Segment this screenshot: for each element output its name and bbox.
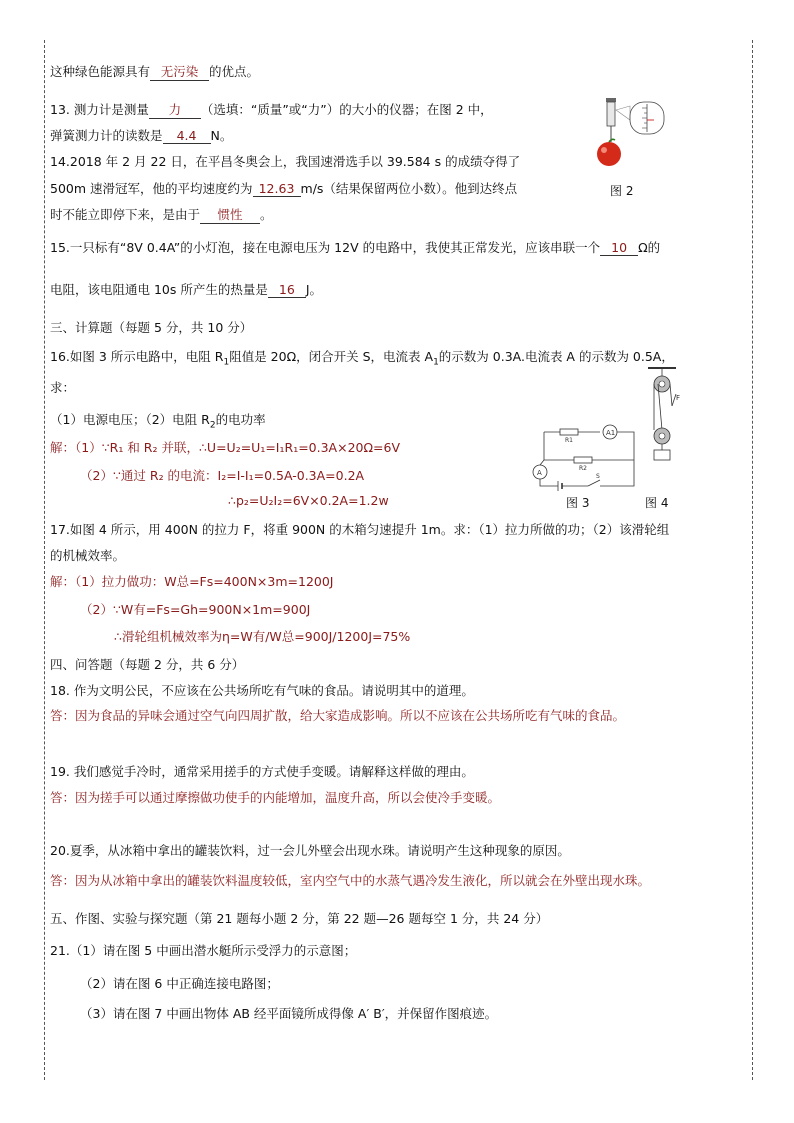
q12-answer: 无污染 xyxy=(150,62,209,81)
figure-2-caption: 图 2 xyxy=(610,184,634,198)
q13-line1 xyxy=(50,100,493,119)
q19-question: 19. 我们感觉手冷时，通常采用搓手的方式使手变暖。请解释这样做的理由。 xyxy=(50,764,474,779)
q15-answer-2: 16 xyxy=(268,282,306,298)
q21-part3: （3）请在图 7 中画出物体 AB 经平面镜所成得像 A′ B′，并保留作图痕迹。 xyxy=(80,1006,498,1021)
q14-answer-2: 惯性 xyxy=(200,205,260,224)
q16-text: 16.如图 3 所示电路中，电阻 R xyxy=(50,349,224,364)
svg-text:A1: A1 xyxy=(606,429,616,437)
q14-line1: 14.2018 年 2 月 22 日，在平昌冬奥会上，我国速滑选手以 39.584 s 的成绩夺得了 xyxy=(50,154,521,169)
q16-text-5: 的电功率 xyxy=(215,412,266,427)
q20-question: 20.夏季，从冰箱中拿出的罐装饮料，过一会儿外壁会出现水珠。请说明产生这种现象的原因。 xyxy=(50,843,570,858)
q14-answer-1: 12.63 xyxy=(253,181,301,197)
q15-line1 xyxy=(50,238,660,256)
svg-text:F: F xyxy=(676,394,681,402)
q21-part2: （2）请在图 6 中正确连接电路图； xyxy=(80,976,279,991)
svg-text:R1: R1 xyxy=(565,437,573,444)
figure-3-circuit xyxy=(530,420,642,492)
q15-text-3: 电阻，该电阻通电 10s 所产生的热量是 xyxy=(50,282,268,297)
section-3-title: 三、计算题（每题 5 分，共 10 分） xyxy=(50,320,253,335)
q12-text-end: 的优点。 xyxy=(209,64,260,79)
q18-answer: 答：因为食品的异味会通过空气向四周扩散，给大家造成影响。所以不应该在公共场所吃有气味的食品。 xyxy=(50,708,626,723)
figure-3-caption: 图 3 xyxy=(566,496,590,510)
q17-solution-3: ∴滑轮组机械效率为η=W有/W总=900J/1200J=75% xyxy=(114,629,411,644)
svg-text:R2: R2 xyxy=(579,465,587,472)
q17-solution-1: 解：（1）拉力做功：W总=Fs=400N×3m=1200J xyxy=(50,574,334,589)
q17-solution-2: （2）∵W有=Fs=Gh=900N×1m=900J xyxy=(80,602,311,617)
page-border-left xyxy=(44,40,45,1080)
q15-text-2: Ω的 xyxy=(638,240,661,255)
page-border-right xyxy=(752,40,753,1080)
q16-text-2: 阻值是 20Ω，闭合开关 S，电流表 A xyxy=(229,349,434,364)
section-5-title: 五、作图、实验与探究题（第 21 题每小题 2 分，第 22 题—26 题每空 1 分，共 24 分） xyxy=(50,911,549,926)
q12-line xyxy=(50,62,259,81)
q16-solution-1: 解：（1）∵R₁ 和 R₂ 并联，∴U=U₂=U₁=I₁R₁=0.3A×20Ω=6V xyxy=(50,440,401,455)
q13-answer-1: 力 xyxy=(149,100,201,119)
q13-answer-2: 4.4 xyxy=(163,128,211,144)
q13-text-2: （选填：“质量”或“力”）的大小的仪器；在图 2 中， xyxy=(200,102,493,117)
q16-line1: 16.如图 3 所示电路中，电阻 $R_1$阻值是 20Ω，闭合开关 S，电流表 $A_1$的示数为 0.3A.电流表 A 的示数为 0.5A， xyxy=(50,349,674,368)
q14-line3 xyxy=(50,205,273,224)
q16-solution-2: （2）∵通过 R₂ 的电流：I₂=I-I₁=0.5A-0.3A=0.2A xyxy=(80,468,365,483)
svg-text:S: S xyxy=(596,473,600,480)
figure-4-caption: 图 4 xyxy=(645,496,669,510)
q13-text-4: N。 xyxy=(210,128,233,143)
q14-text-2: m/s（结果保留两位小数）。他到达终点 xyxy=(300,181,518,196)
section-4-title: 四、问答题（每题 2 分，共 6 分） xyxy=(50,657,245,672)
figure-4-pulley xyxy=(636,366,686,464)
q15-line2 xyxy=(50,280,322,298)
q12-text: 这种绿色能源具有 xyxy=(50,64,151,79)
q20-answer: 答：因为从冰箱中拿出的罐装饮料温度较低，室内空气中的水蒸气遇冷发生液化，所以就会在外壁出现水珠。 xyxy=(50,873,651,888)
q16-solution-3: ∴p₂=U₂I₂=6V×0.2A=1.2w xyxy=(228,493,389,508)
q16-line3: （1）电源电压；（2）电阻 $R_2$的电功率 xyxy=(50,412,266,431)
q15-text: 15.一只标有“8V 0.4A”的小灯泡，接在电源电压为 12V 的电路中，我使其正常发光，应该串联一个 xyxy=(50,240,601,255)
q19-answer: 答：因为搓手可以通过摩擦做功使手的内能增加，温度升高，所以会使冷手变暖。 xyxy=(50,790,501,805)
figure-2-spring-scale xyxy=(592,96,682,176)
q13-line2 xyxy=(50,126,232,144)
q15-text-4: J。 xyxy=(305,282,323,297)
q13-text-3: 弹簧测力计的读数是 xyxy=(50,128,163,143)
q16-text-3: 的示数为 0.3A.电流表 A 的示数为 0.5A， xyxy=(438,349,674,364)
q18-question: 18. 作为文明公民，不应该在公共场所吃有气味的食品。请说明其中的道理。 xyxy=(50,683,474,698)
q15-answer-1: 10 xyxy=(600,240,638,256)
q14-text-4: 。 xyxy=(260,207,273,222)
q17-line1: 17.如图 4 所示，用 400N 的拉力 F，将重 900N 的木箱匀速提升 1m。求：（1）拉力所做的功；（2）该滑轮组 xyxy=(50,522,670,537)
q14-text-3: 时不能立即停下来，是由于 xyxy=(50,207,201,222)
q21-part1: 21.（1）请在图 5 中画出潜水艇所示受浮力的示意图； xyxy=(50,943,357,958)
q13-text: 13. 测力计是测量 xyxy=(50,102,149,117)
q17-line2: 的机械效率。 xyxy=(50,548,126,563)
svg-text:A: A xyxy=(537,469,542,477)
q14-text: 500m 速滑冠军，他的平均速度约为 xyxy=(50,181,253,196)
q16-text-4: （1）电源电压；（2）电阻 R xyxy=(50,412,210,427)
q16-line2: 求： xyxy=(50,380,76,395)
q14-line2 xyxy=(50,179,517,197)
